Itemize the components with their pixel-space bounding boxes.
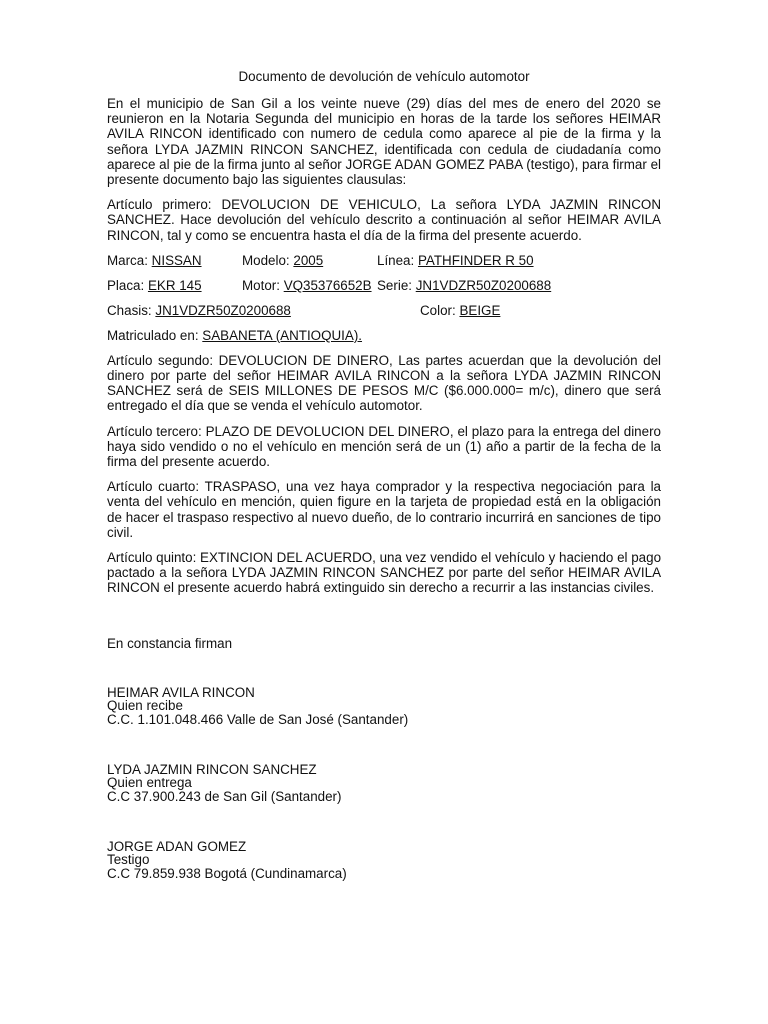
intro-paragraph: En el municipio de San Gil a los veinte nueve (29) días del mes de enero del 2020 se reunieron en la Notaria Segunda del municipio en horas de la tarde los señores HEIMAR AVILA RINCON identificado con numero de cedula como aparece al pie de la firma y la señora LYDA JAZMIN RINCON SANCHEZ, identificada con cedula de ciudadanía como aparece al pie de la firma junto al señor JORGE ADAN GOMEZ PABA (testigo), para firmar el presente documento bajo las siguientes clausulas:: [107, 96, 661, 188]
signer-role: Quien entrega: [107, 775, 192, 791]
signer-id: C.C. 1.101.048.466 Valle de San José (Santander): [107, 711, 409, 727]
closing-text: En constancia firman: [107, 636, 233, 651]
linea-label: Línea:: [377, 252, 415, 268]
vehicle-row-1: [107, 253, 661, 268]
article-5: Artículo quinto: EXTINCION DEL ACUERDO, una vez vendido el vehículo y haciendo el pago pactado a la señora LYDA JAZMIN RINCON SANCHEZ por parte del señor HEIMAR AVILA RINCON el presente acuerdo habrá extinguido sin derecho a recurrir a las instancias civiles.: [107, 550, 662, 596]
serie-field: [377, 278, 551, 293]
serie-value: JN1VDZR50Z0200688: [415, 277, 552, 293]
chasis-label: Chasis:: [107, 302, 152, 318]
matriculado-value: SABANETA (ANTIOQUIA).: [202, 327, 363, 343]
vehicle-row-3: [107, 303, 661, 318]
signer-role: Testigo: [107, 852, 150, 868]
matriculado-field: [107, 328, 362, 343]
placa-label: Placa:: [107, 277, 145, 293]
signer-id: C.C 79.859.938 Bogotá (Cundinamarca): [107, 865, 347, 881]
vehicle-row-4: [107, 328, 661, 343]
marca-value: NISSAN: [151, 252, 202, 268]
signer-role: Quien recibe: [107, 698, 183, 714]
placa-value: EKR 145: [147, 277, 202, 293]
color-value: BEIGE: [459, 302, 501, 318]
document-title: Documento de devolución de vehículo automotor: [238, 69, 530, 84]
modelo-value: 2005: [293, 252, 324, 268]
matriculado-label: Matriculado en:: [107, 327, 199, 343]
marca-field: [107, 253, 202, 268]
modelo-label: Modelo:: [242, 252, 290, 268]
signature-block: [107, 686, 408, 726]
chasis-field: [107, 303, 291, 318]
signer-name: JORGE ADAN GOMEZ: [107, 839, 247, 854]
motor-value: VQ35376652B: [283, 277, 372, 293]
chasis-value: JN1VDZR50Z0200688: [155, 302, 291, 318]
signature-block: [107, 763, 341, 803]
document-body: [107, 96, 661, 606]
vehicle-row-2: [107, 278, 661, 293]
serie-label: Serie:: [377, 277, 412, 293]
article-3: Artículo tercero: PLAZO DE DEVOLUCION DEL DINERO, el plazo para la entrega del dinero haya sido vendido o no el vehículo en mención será de un (1) año a partir de la fecha de la firma del presente acuerdo.: [107, 423, 661, 470]
signature-block: [107, 840, 347, 880]
signer-name: HEIMAR AVILA RINCON: [107, 685, 255, 700]
linea-value: PATHFINDER R 50: [417, 252, 534, 268]
modelo-field: [242, 253, 323, 268]
motor-field: [242, 278, 372, 293]
placa-field: [107, 278, 202, 293]
article-2: Artículo segundo: DEVOLUCION DE DINERO, Las partes acuerdan que la devolución del dinero por parte del señor HEIMAR AVILA RINCON a la señora LYDA JAZMIN RINCON SANCHEZ será de SEIS MILLONES DE PESOS M/C ($6.000.000= m/c), dinero que será entregado el día que se venda el vehículo automotor.: [107, 352, 661, 414]
article-1: Artículo primero: DEVOLUCION DE VEHICULO, La señora LYDA JAZMIN RINCON SANCHEZ. Hace devolución del vehículo descrito a continuación al señor HEIMAR AVILA RINCON, tal y como se encuentra hasta el día de la firma del presente acuerdo.: [107, 197, 661, 243]
color-field: [420, 303, 500, 318]
signer-name: LYDA JAZMIN RINCON SANCHEZ: [107, 762, 317, 777]
marca-label: Marca:: [107, 252, 148, 268]
color-label: Color:: [420, 302, 456, 318]
linea-field: [377, 253, 534, 268]
motor-label: Motor:: [242, 277, 280, 293]
signer-id: C.C 37.900.243 de San Gil (Santander): [107, 788, 342, 804]
article-4: Artículo cuarto: TRASPASO, una vez haya comprador y la respectiva negociación para la venta del vehículo en mención, quien figure en la tarjeta de propiedad está en la obligación de hacer el traspaso respectivo al nuevo dueño, de lo contrario incurrirá en sanciones de tipo civil.: [107, 479, 661, 540]
